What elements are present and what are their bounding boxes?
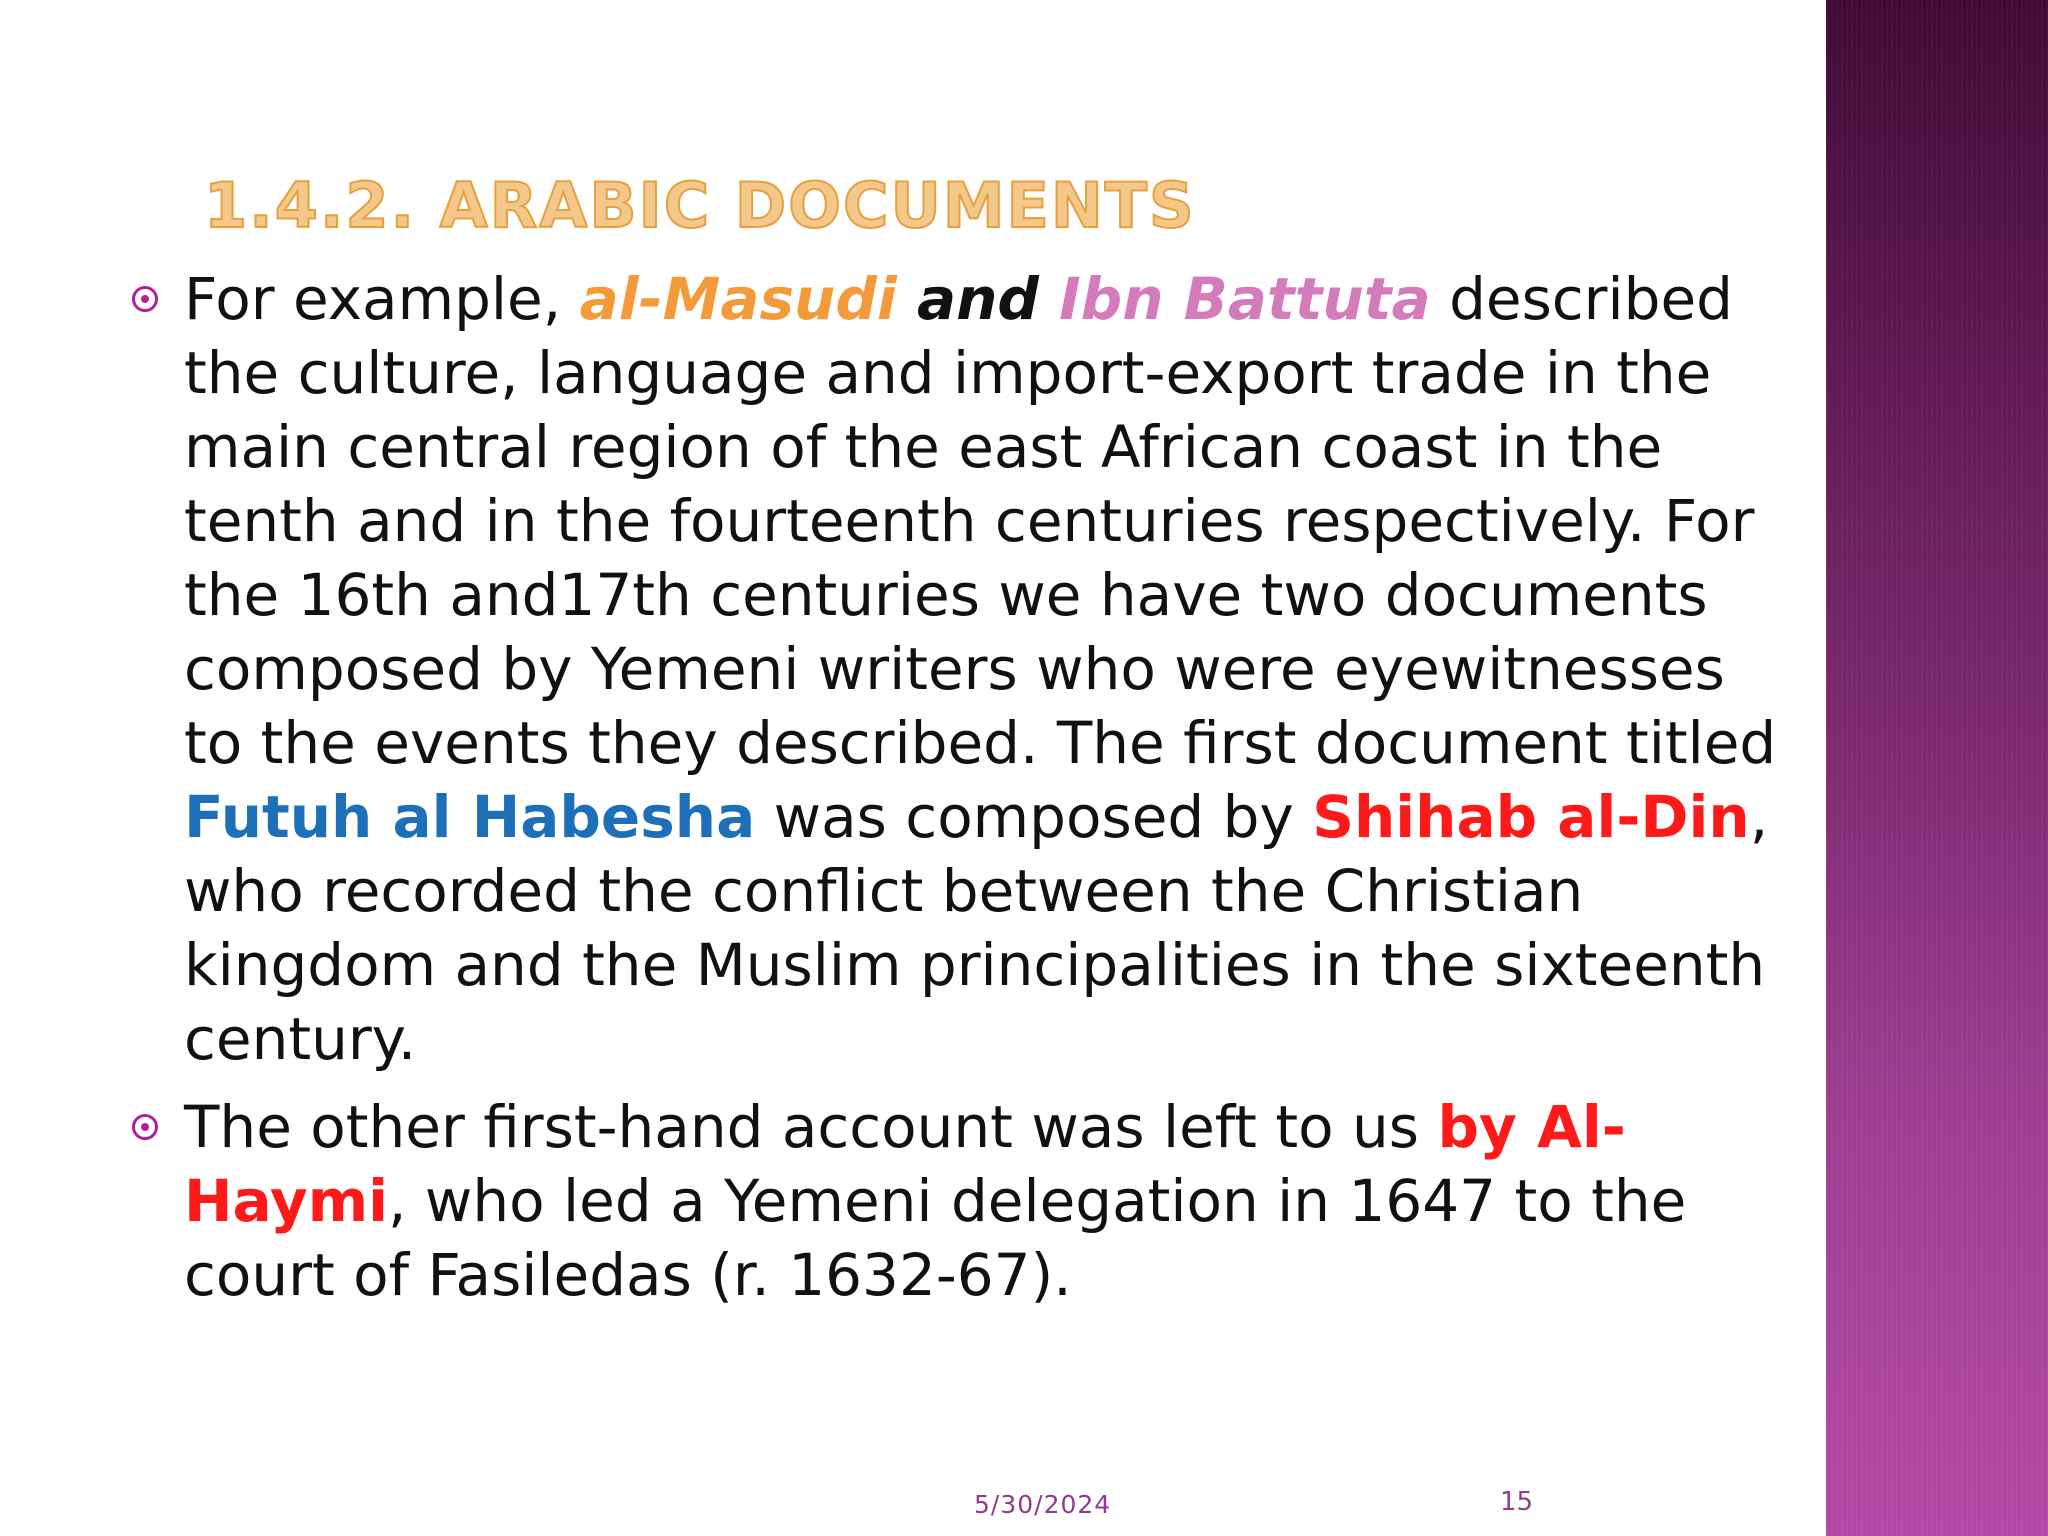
slide-content [132, 262, 1792, 1312]
document-title-futuh-al-habesha: Futuh al Habesha [184, 783, 756, 851]
name-al-haymi: by Al-Haymi [184, 1093, 1626, 1235]
name-shihab-al-din: Shihab al-Din [1312, 783, 1750, 851]
footer-page-number: 15 [1500, 1487, 1534, 1517]
text-run: , who recorded the conflict between the Christian kingdom and the Muslim principalities in the sixteenth century. [184, 783, 1769, 1073]
text-run: was composed by [755, 783, 1313, 851]
bullet-icon [132, 286, 158, 312]
text-run: For example, [184, 265, 580, 333]
slide-title: 1.4.2. ARABIC DOCUMENTS [204, 169, 1196, 242]
bullet-paragraph-1 [132, 262, 1792, 1076]
bullet-icon [132, 1114, 158, 1140]
bullet-text-1 [184, 262, 1792, 1076]
decorative-side-panel [1826, 0, 2048, 1536]
bullet-paragraph-2 [132, 1090, 1792, 1312]
name-al-masudi: al-Masudi [579, 265, 897, 333]
text-run-and: and [896, 265, 1060, 333]
footer-date: 5/30/2024 [974, 1490, 1112, 1519]
text-run: described the culture, language and import-export trade in the main central region of the east African coast in the tenth and in the fourteenth centuries respectively. For the 16th and17th centuries we have two documents composed by Yemeni writers who were eyewitnesses to the events they described. The first document titled [184, 265, 1777, 777]
text-run: The other first-hand account was left to us [184, 1093, 1438, 1161]
name-ibn-battuta: Ibn Battuta [1059, 265, 1431, 333]
text-run: , who led a Yemeni delegation in 1647 to the court of Fasiledas (r. 1632-67). [184, 1167, 1687, 1309]
bullet-text-2 [184, 1090, 1792, 1312]
